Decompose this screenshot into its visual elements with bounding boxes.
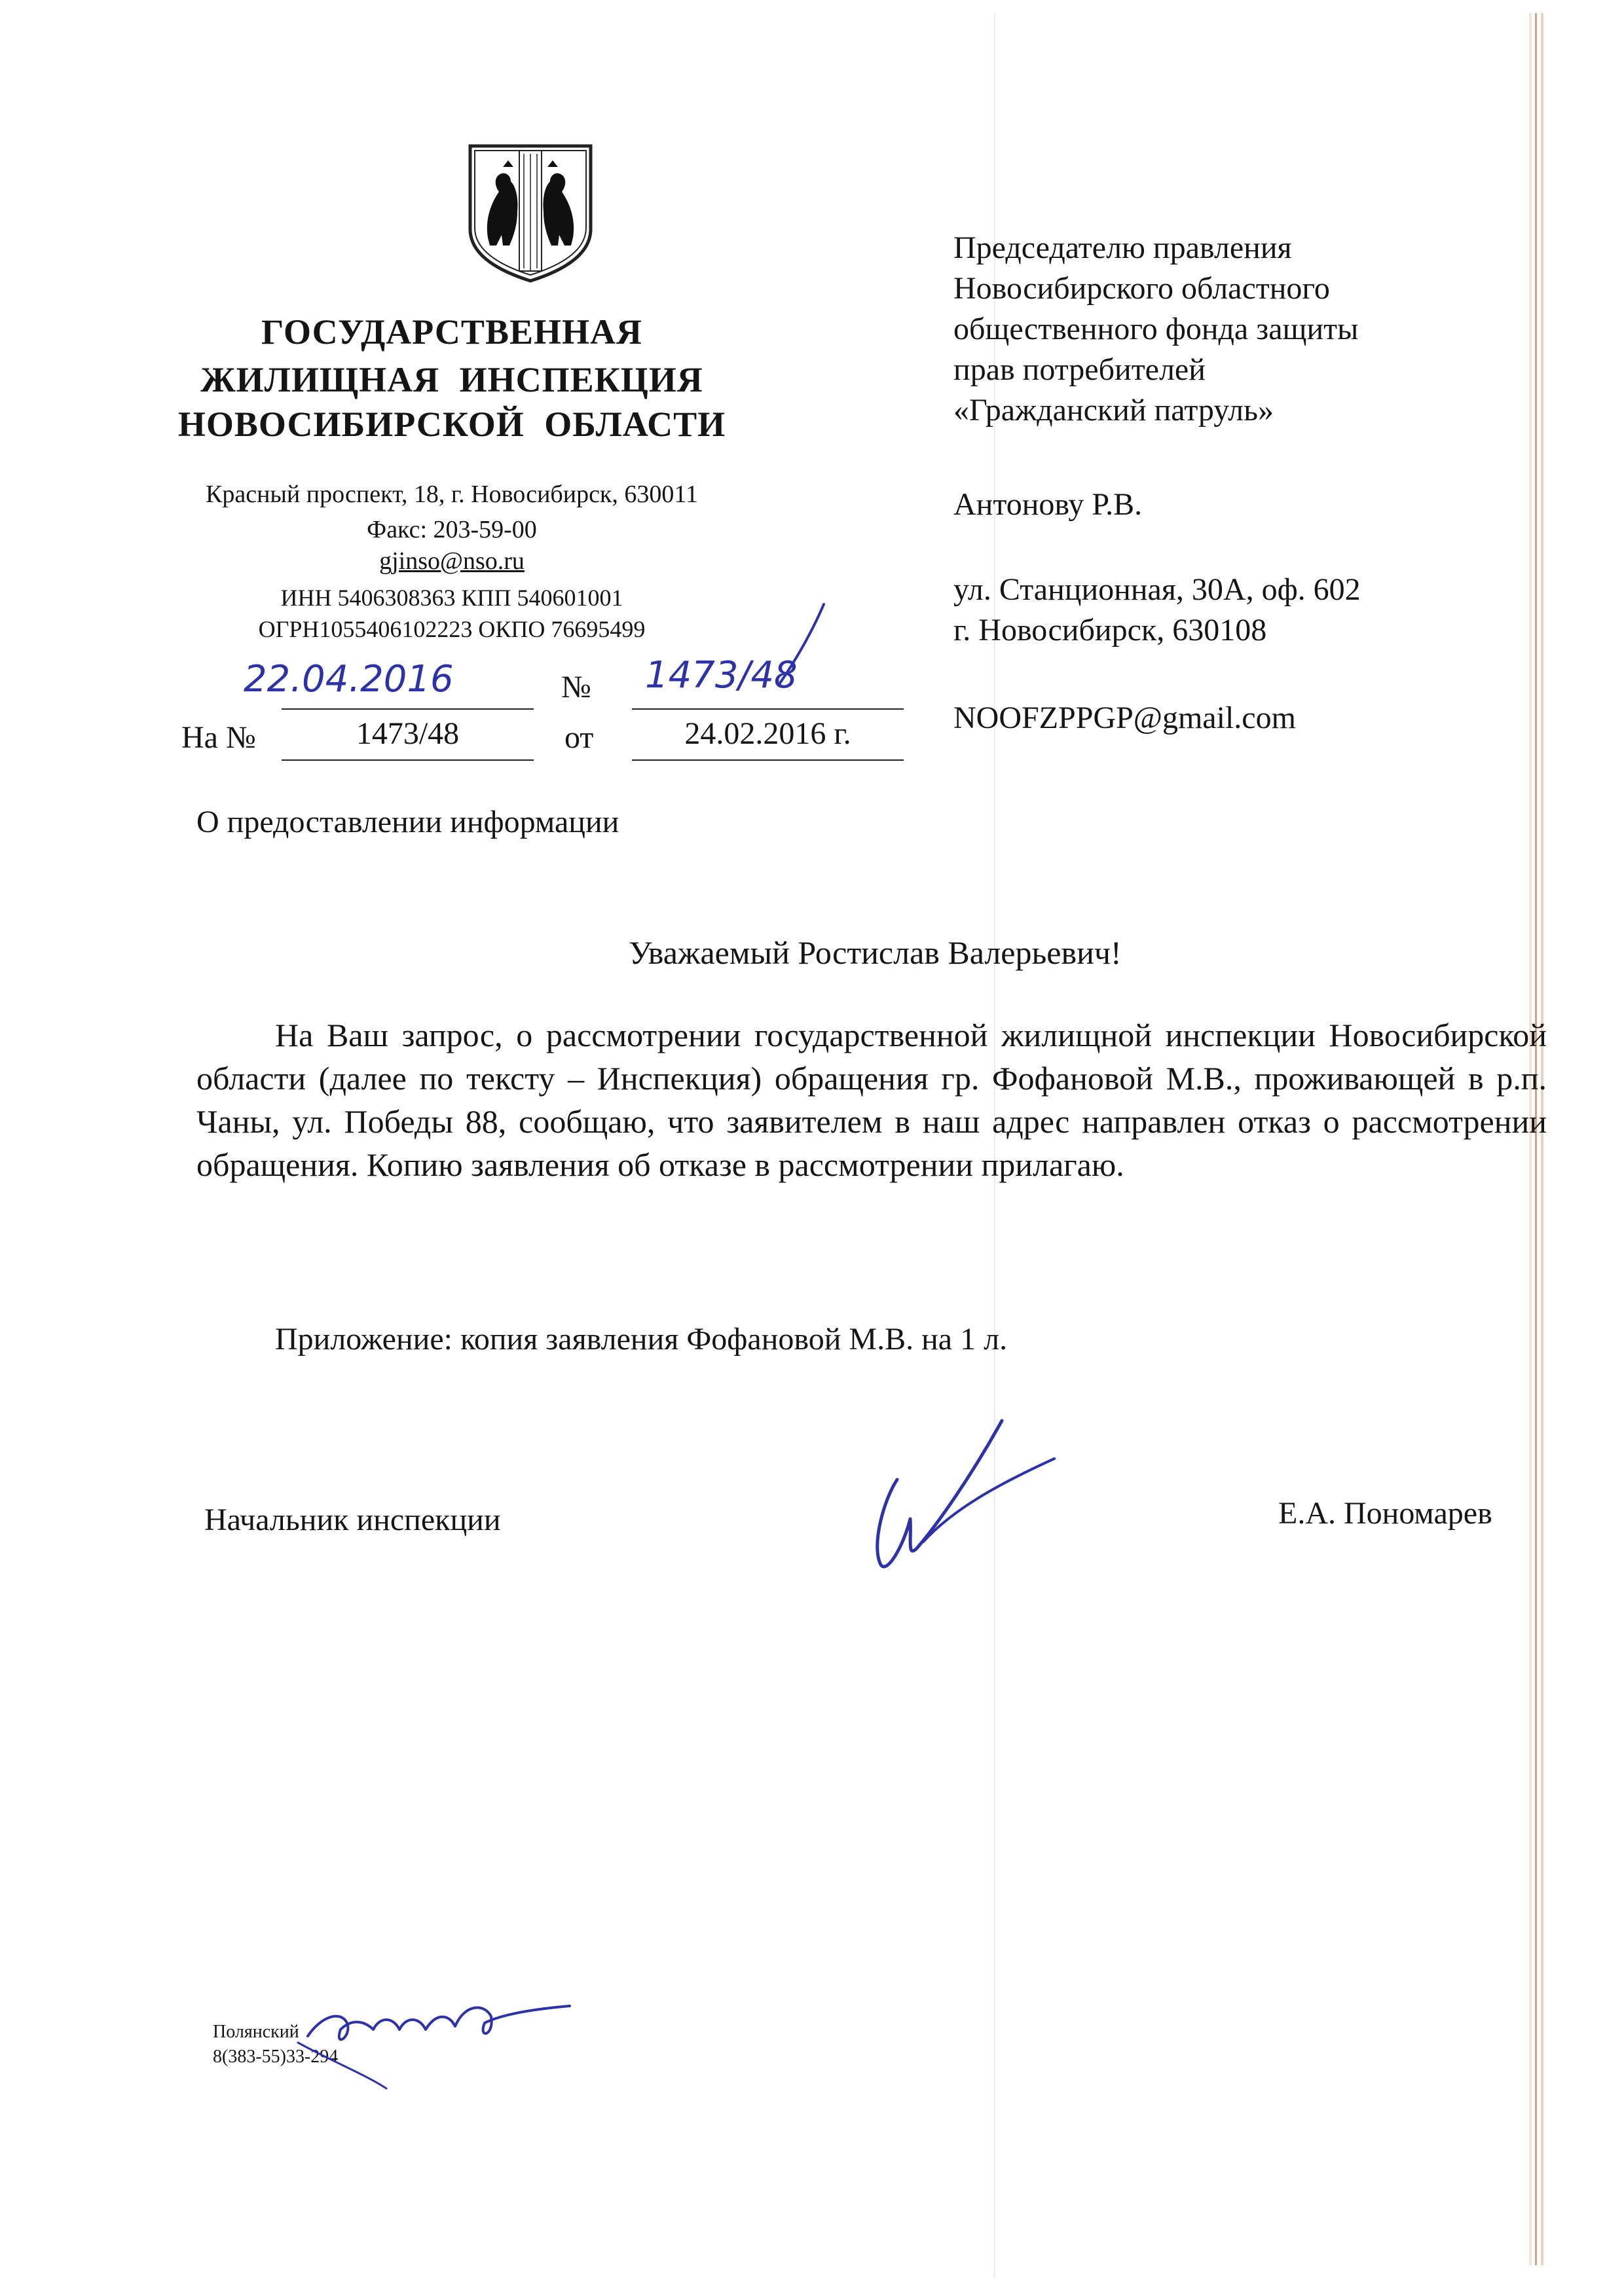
executor-phone: 8(383-55)33-294 [213, 2047, 339, 2067]
registration-date-handwritten: 22.04.2016 [244, 658, 454, 701]
org-inn-kpp: ИНН 5406308363 КПП 540601001 [280, 585, 623, 611]
recipient-street: ул. Станционная, 30А, оф. 602 [953, 572, 1361, 607]
org-email: gjinso@nso.ru [379, 547, 525, 575]
ref-from-label: от [564, 720, 594, 755]
letter-greeting: Уважаемый Ростислав Валерьевич! [629, 934, 1122, 971]
recipient-line1: Председателю правления [953, 230, 1292, 265]
org-fax: Факс: 203-59-00 [367, 516, 537, 543]
org-ogrn-okpo: ОГРН1055406102223 ОКПО 76695499 [258, 616, 646, 642]
recipient-city: г. Новосибирск, 630108 [953, 613, 1267, 647]
signer-name: Е.А. Пономарев [1278, 1496, 1492, 1531]
ref-date: 24.02.2016 г. [684, 716, 851, 751]
letter-body: На Ваш запрос, о рассмотрении государственной жилищной инспекции Новосибирской области (далее по тексту – Инспекция) обращения гр. Фофановой М.В., проживающей в р.п. Чаны, ул. Победы 88, сообщаю, что заявителем в наш адрес направлен отказ о рассмотрении обращения. Копию заявления об отказе в рассмотрении прилагаю. [196, 1017, 1547, 1183]
letter-attachment: Приложение: копия заявления Фофановой М.В. на 1 л. [275, 1322, 1008, 1357]
org-address: Красный проспект, 18, г. Новосибирск, 630011 [205, 481, 698, 508]
ref-date-line [632, 759, 904, 761]
recipient-name: Антонову Р.В. [953, 487, 1143, 522]
registration-number-handwritten: 1473/48 [645, 654, 798, 697]
recipient-line5: «Гражданский патруль» [953, 393, 1274, 428]
registration-number-label: № [561, 670, 591, 704]
executor-signature-mark [295, 1977, 576, 2095]
ref-number-label: На № [181, 720, 256, 755]
ref-number-line [282, 759, 534, 761]
registration-date-line [282, 708, 534, 710]
recipient-line3: общественного фонда защиты [953, 312, 1359, 346]
registration-slash-mark [773, 599, 832, 691]
signature-mark [845, 1408, 1067, 1591]
org-name-line3: НОВОСИБИРСКОЙ ОБЛАСТИ [177, 405, 726, 444]
registration-number-line [632, 708, 904, 710]
recipient-line4: прав потребителей [953, 352, 1206, 387]
letter-subject: О предоставлении информации [196, 805, 619, 839]
org-name-line1: ГОСУДАРСТВЕННАЯ [261, 312, 642, 352]
recipient-email: NOOFZPPGP@gmail.com [953, 701, 1296, 735]
recipient-line2: Новосибирского областного [953, 271, 1330, 306]
executor-name: Полянский [213, 2022, 299, 2042]
coat-of-arms-icon [465, 141, 596, 285]
ref-number: 1473/48 [356, 716, 460, 751]
org-name-line2: ЖИЛИЩНАЯ ИНСПЕКЦИЯ [200, 360, 703, 399]
signer-title: Начальник инспекции [204, 1503, 501, 1537]
